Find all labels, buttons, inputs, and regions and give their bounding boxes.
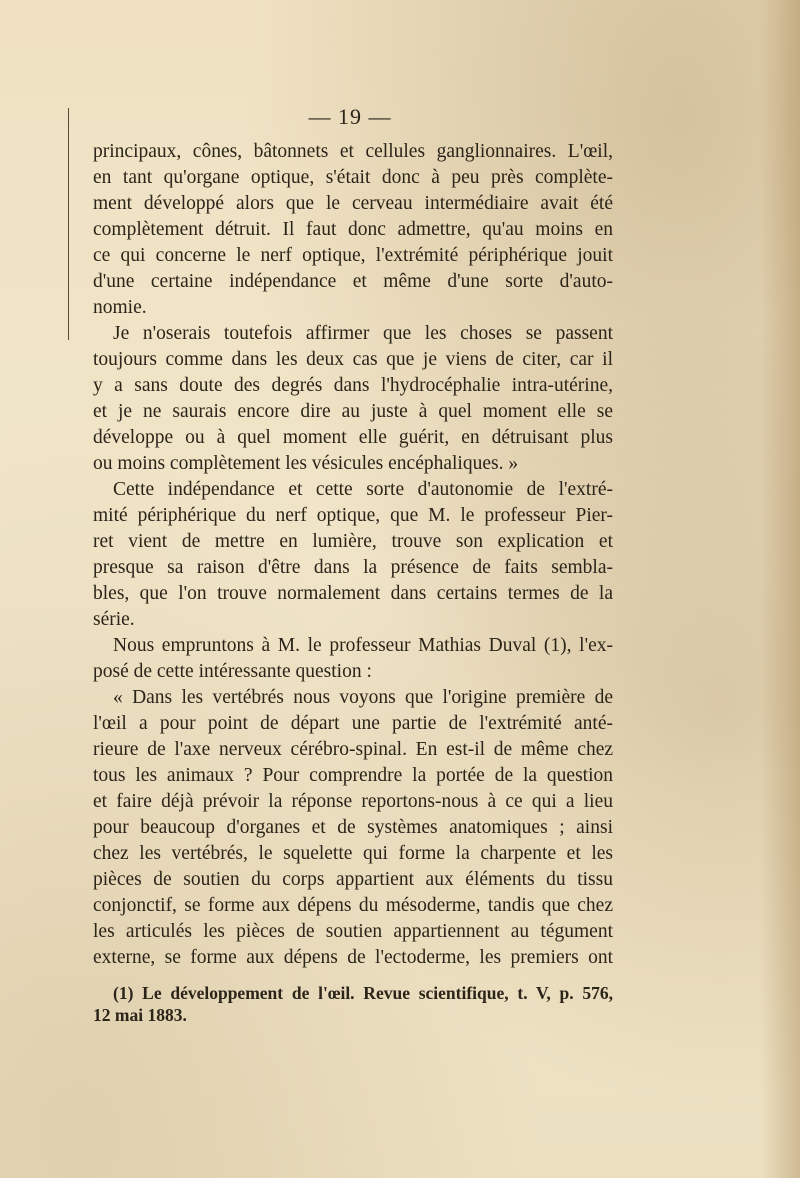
text-line: nomie.	[93, 297, 147, 318]
text-line: principaux, cônes, bâtonnets et cellules ganglionnaires. L'œil,	[93, 141, 613, 162]
text-line: série.	[93, 609, 135, 630]
text-line: tous les animaux ? Pour comprendre la portée de la question	[93, 765, 613, 786]
text-line: presque sa raison d'être dans la présence de faits sembla-	[93, 557, 613, 578]
text-line: les articulés les pièces de soutien appartiennent au tégument	[93, 921, 613, 942]
text-line: « Dans les vertébrés nous voyons que l'origine première de	[113, 687, 613, 708]
text-line: ce qui concerne le nerf optique, l'extrémité périphérique jouit	[93, 245, 613, 266]
text-line: Je n'oserais toutefois affirmer que les choses se passent	[113, 323, 613, 344]
text-line: externe, se forme aux dépens de l'ectoderme, les premiers ont	[93, 947, 613, 968]
text-line: conjonctif, se forme aux dépens du mésoderme, tandis que chez	[93, 895, 613, 916]
text-line: d'une certaine indépendance et même d'une sorte d'auto-	[93, 271, 613, 292]
text-line: Nous empruntons à M. le professeur Mathias Duval (1), l'ex-	[113, 635, 613, 656]
margin-mark	[68, 108, 69, 340]
page-edge-shadow	[760, 0, 800, 1178]
text-line: et je ne saurais encore dire au juste à quel moment elle se	[93, 401, 613, 422]
text-line: l'œil a pour point de départ une partie de l'extrémité anté-	[93, 713, 613, 734]
text-line: en tant qu'organe optique, s'était donc à peu près complète-	[93, 167, 613, 188]
text-line: développe ou à quel moment elle guérit, en détruisant plus	[93, 427, 613, 448]
text-line: ret vient de mettre en lumière, trouve son explication et	[93, 531, 613, 552]
text-line: et faire déjà prévoir la réponse reportons-nous à ce qui a lieu	[93, 791, 613, 812]
text-line: chez les vertébrés, le squelette qui forme la charpente et les	[93, 843, 613, 864]
text-line: bles, que l'on trouve normalement dans certains termes de la	[93, 583, 613, 604]
text-line: ment développé alors que le cerveau intermédiaire avait été	[93, 193, 613, 214]
footnote-line: (1) Le développement de l'œil. Revue scientifique, t. V, p. 576,	[113, 983, 613, 1003]
page-number: — 19 —	[308, 104, 392, 129]
text-line: toujours comme dans les deux cas que je viens de citer, car il	[93, 349, 613, 370]
text-line: mité périphérique du nerf optique, que M. le professeur Pier-	[93, 505, 613, 526]
text-line: posé de cette intéressante question :	[93, 661, 372, 682]
footnote-line: 12 mai 1883.	[93, 1005, 187, 1025]
text-line: complètement détruit. Il faut donc admettre, qu'au moins en	[93, 219, 613, 240]
text-line: y a sans doute des degrés dans l'hydrocéphalie intra-utérine,	[93, 375, 613, 396]
text-line: rieure de l'axe nerveux cérébro-spinal. En est-il de même chez	[93, 739, 613, 760]
text-line: pièces de soutien du corps appartient aux éléments du tissu	[93, 869, 613, 890]
text-line: Cette indépendance et cette sorte d'autonomie de l'extré-	[113, 479, 613, 500]
text-line: pour beaucoup d'organes et de systèmes anatomiques ; ainsi	[93, 817, 613, 838]
text-line: ou moins complètement les vésicules encéphaliques. »	[93, 453, 519, 474]
